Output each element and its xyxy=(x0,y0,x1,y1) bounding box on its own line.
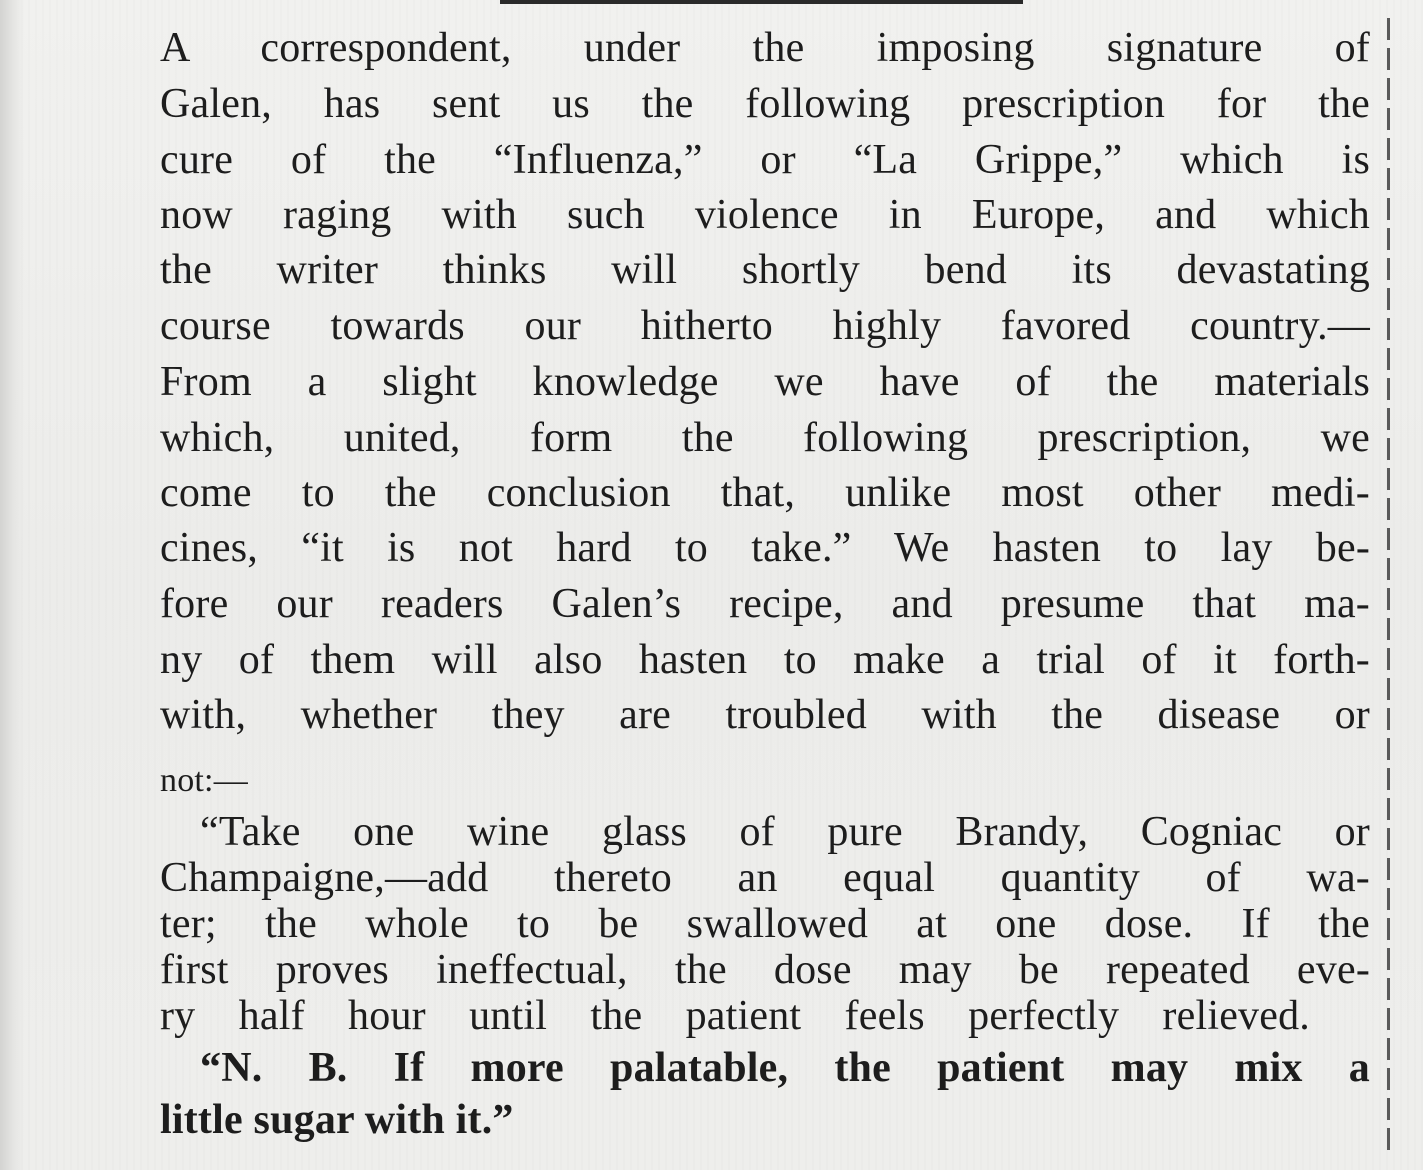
article-line: not:— xyxy=(160,762,248,799)
note-line: little sugar with it.” xyxy=(160,1097,514,1143)
article-line: which, united, form the following prescription, we xyxy=(160,415,1370,461)
top-rule xyxy=(500,0,1023,4)
article-line: cure of the “Influenza,” or “La Grippe,” which is xyxy=(160,137,1370,183)
article-line: the writer thinks will shortly bend its devastating xyxy=(160,247,1370,293)
note-line: “N. B. If more palatable, the patient may mix a xyxy=(200,1045,1370,1091)
article-line: ny of them will also hasten to make a trial of it forth- xyxy=(160,637,1370,683)
article-line: come to the conclusion that, unlike most other medi- xyxy=(160,470,1370,516)
quote-line: “Take one wine glass of pure Brandy, Cogniac or xyxy=(200,809,1370,855)
article-line: now raging with such violence in Europe, and which xyxy=(160,192,1370,238)
article-line: with, whether they are troubled with the disease or xyxy=(160,692,1370,738)
article-line: course towards our hitherto highly favored country.— xyxy=(160,303,1370,349)
quote-line: ter; the whole to be swallowed at one dose. If the xyxy=(160,901,1370,947)
article-line: From a slight knowledge we have of the materials xyxy=(160,359,1370,405)
quote-line: first proves ineffectual, the dose may be repeated eve- xyxy=(160,947,1370,993)
quote-line: Champaigne,—add thereto an equal quantity of wa- xyxy=(160,855,1370,901)
article-line: A correspondent, under the imposing signature of xyxy=(160,25,1370,71)
quote-line: ry half hour until the patient feels perfectly relieved. xyxy=(160,993,1310,1039)
article-line: fore our readers Galen’s recipe, and presume that ma- xyxy=(160,581,1370,627)
article-line: Galen, has sent us the following prescription for the xyxy=(160,81,1370,127)
column-rule xyxy=(1387,18,1390,1158)
article-line: cines, “it is not hard to take.” We hasten to lay be- xyxy=(160,525,1370,571)
page-edge-shadow xyxy=(0,0,24,1170)
